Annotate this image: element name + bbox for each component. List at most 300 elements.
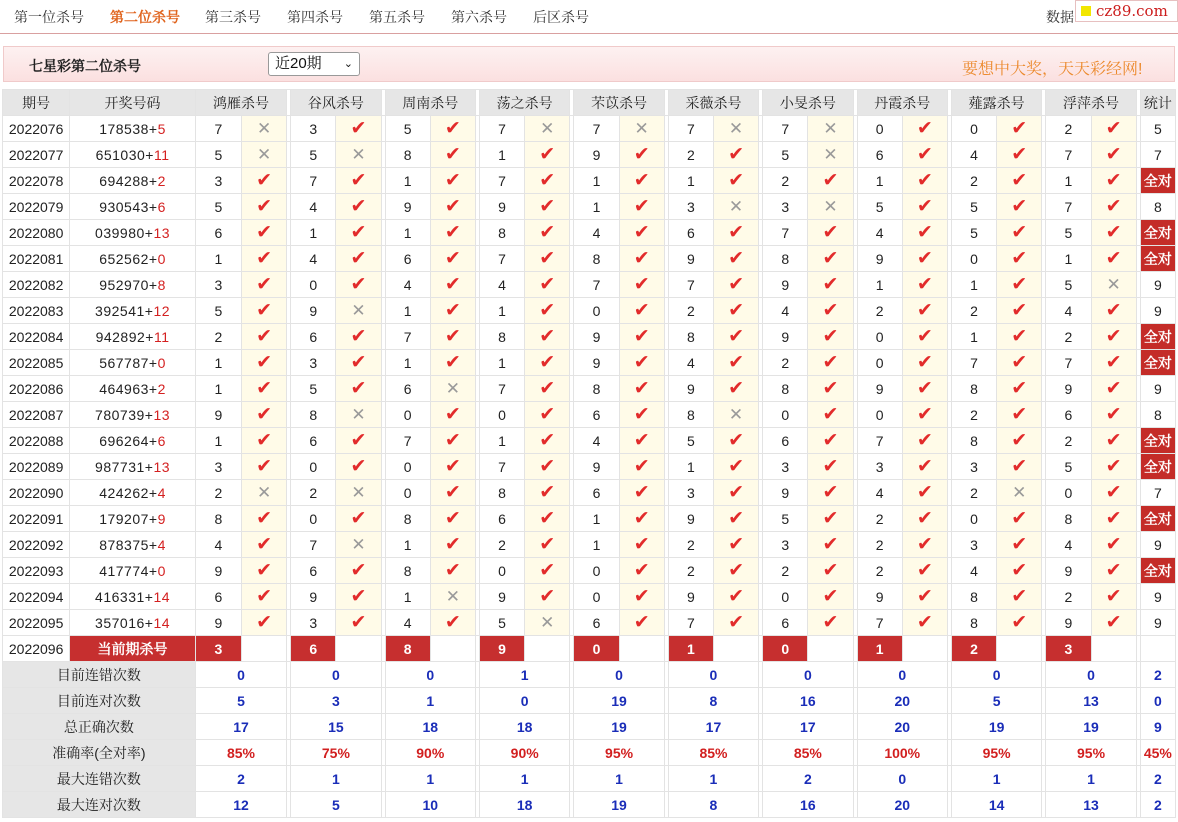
nav-tab-3[interactable]: 第三杀号	[205, 9, 261, 25]
check-icon: ✔	[444, 429, 461, 451]
result-mark-cell	[997, 194, 1042, 220]
kill-value-cell: 0	[1046, 480, 1091, 506]
current-empty-cell	[997, 636, 1042, 662]
kill-value-cell: 0	[291, 272, 336, 298]
kill-value-cell: 2	[668, 532, 713, 558]
check-icon: ✔	[350, 273, 367, 295]
kill-value-cell: 8	[951, 610, 996, 636]
result-mark-cell	[808, 376, 853, 402]
period-cell: 2022082	[3, 272, 70, 298]
result-mark-cell	[336, 480, 381, 506]
check-icon: ✔	[633, 429, 650, 451]
kill-value-cell: 0	[385, 454, 430, 480]
result-mark-cell	[902, 220, 947, 246]
result-mark-cell	[336, 376, 381, 402]
stats-value: 17	[195, 714, 286, 740]
kill-value-cell: 6	[668, 220, 713, 246]
stat-cell: 全对	[1140, 558, 1175, 584]
stat-cell: 8	[1140, 402, 1175, 428]
check-icon: ✔	[1105, 143, 1122, 165]
result-mark-cell	[997, 298, 1042, 324]
current-row	[3, 636, 1176, 662]
check-icon: ✔	[822, 559, 839, 581]
stats-value: 0	[668, 662, 758, 688]
check-icon: ✔	[1105, 377, 1122, 399]
result-mark-cell	[525, 584, 570, 610]
check-icon: ✔	[444, 559, 461, 581]
stats-value: 85%	[195, 740, 286, 766]
kill-value-cell: 7	[195, 116, 241, 142]
kill-value-cell: 0	[385, 402, 430, 428]
kill-value-cell: 1	[1046, 168, 1091, 194]
kill-value-cell: 5	[763, 142, 808, 168]
draw-number-cell	[70, 506, 196, 532]
table-row	[3, 376, 1176, 402]
result-mark-cell	[619, 584, 664, 610]
cross-icon: ✕	[351, 482, 366, 502]
check-icon: ✔	[256, 559, 273, 581]
check-icon: ✔	[633, 481, 650, 503]
result-mark-cell	[808, 350, 853, 376]
result-mark-cell	[525, 324, 570, 350]
slogan[interactable]: 要想中大奖，天天彩经网!	[962, 61, 1143, 78]
table-row	[3, 480, 1176, 506]
check-icon: ✔	[916, 117, 933, 139]
check-icon: ✔	[539, 429, 556, 451]
period-select[interactable]	[268, 52, 360, 76]
kill-value-cell: 0	[291, 454, 336, 480]
result-mark-cell	[808, 272, 853, 298]
result-mark-cell	[808, 194, 853, 220]
kill-value-cell: 2	[1046, 584, 1091, 610]
kill-value-cell: 9	[574, 324, 619, 350]
kill-value-cell: 8	[479, 324, 524, 350]
check-icon: ✔	[350, 585, 367, 607]
stats-value: 1	[385, 688, 475, 714]
kill-value-cell: 1	[668, 168, 713, 194]
check-icon: ✔	[350, 611, 367, 633]
check-icon: ✔	[916, 169, 933, 191]
check-icon: ✔	[444, 143, 461, 165]
kill-value-cell: 6	[574, 610, 619, 636]
draw-number-cell	[70, 376, 196, 402]
kill-value-cell: 3	[668, 480, 713, 506]
result-mark-cell	[997, 324, 1042, 350]
stat-cell: 9	[1140, 298, 1175, 324]
stats-value: 85%	[763, 740, 853, 766]
cross-icon: ✕	[540, 612, 555, 632]
check-icon: ✔	[728, 221, 744, 243]
kill-value-cell: 7	[385, 324, 430, 350]
cross-icon: ✕	[256, 118, 272, 138]
stats-value: 75%	[291, 740, 381, 766]
result-mark-cell	[808, 220, 853, 246]
kill-value-cell: 1	[385, 350, 430, 376]
plus-sign: +	[144, 614, 154, 631]
check-icon: ✔	[1105, 507, 1122, 529]
stats-value: 90%	[479, 740, 569, 766]
cross-icon: ✕	[445, 586, 460, 606]
result-mark-cell	[1091, 298, 1136, 324]
stats-value: 0	[385, 662, 475, 688]
draw-digits: 417774	[99, 562, 149, 579]
check-icon: ✔	[539, 169, 556, 191]
result-mark-cell	[997, 272, 1042, 298]
kill-value-cell: 2	[857, 298, 902, 324]
nav-tab-6[interactable]: 第六杀号	[451, 9, 507, 25]
table-row	[3, 194, 1176, 220]
kill-value-cell: 7	[479, 116, 524, 142]
kill-value-cell: 4	[291, 246, 336, 272]
kill-value-cell: 9	[195, 610, 241, 636]
result-mark-cell	[713, 116, 758, 142]
result-mark-cell	[242, 558, 287, 584]
plus-sign: +	[148, 432, 158, 449]
period-cell: 2022092	[3, 532, 70, 558]
result-mark-cell	[242, 246, 287, 272]
result-mark-cell	[430, 428, 475, 454]
kill-value-cell: 6	[763, 610, 808, 636]
check-icon: ✔	[916, 273, 933, 295]
check-icon: ✔	[539, 273, 556, 295]
kill-value-cell: 1	[951, 324, 996, 350]
check-icon: ✔	[633, 325, 650, 347]
result-mark-cell	[1091, 480, 1136, 506]
kill-value-cell: 8	[385, 506, 430, 532]
stat-cell: 全对	[1140, 324, 1175, 350]
nav-tab-4[interactable]: 第四杀号	[287, 9, 343, 25]
check-icon: ✔	[633, 273, 650, 295]
result-mark-cell	[713, 402, 758, 428]
kill-value-cell: 2	[763, 350, 808, 376]
result-mark-cell	[808, 506, 853, 532]
current-empty-cell	[430, 636, 475, 662]
kill-value-cell: 6	[857, 142, 902, 168]
result-mark-cell	[902, 168, 947, 194]
stats-label: 最大连错次数	[3, 766, 196, 792]
result-mark-cell	[430, 220, 475, 246]
kill-value-cell: 1	[195, 350, 241, 376]
check-icon: ✔	[822, 351, 839, 373]
kill-value-cell: 0	[951, 506, 996, 532]
check-icon: ✔	[1105, 559, 1122, 581]
check-icon: ✔	[256, 585, 273, 607]
check-icon: ✔	[728, 143, 744, 165]
kill-value-cell: 6	[291, 428, 336, 454]
stats-value: 13	[1046, 688, 1136, 714]
kill-value-cell: 5	[951, 194, 996, 220]
result-mark-cell	[619, 532, 664, 558]
kill-value-cell: 5	[195, 194, 241, 220]
header-expert: 采薇杀号	[668, 90, 758, 116]
nav-tab-1[interactable]: 第一位杀号	[14, 9, 84, 25]
nav-tab-2[interactable]: 第二位杀号	[110, 9, 180, 25]
result-mark-cell	[902, 506, 947, 532]
period-cell: 2022076	[3, 116, 70, 142]
kill-value-cell: 7	[1046, 194, 1091, 220]
kill-value-cell: 7	[385, 428, 430, 454]
kill-value-cell: 7	[763, 116, 808, 142]
cross-icon: ✕	[634, 118, 649, 138]
kill-value-cell: 9	[574, 454, 619, 480]
result-mark-cell	[430, 116, 475, 142]
result-mark-cell	[430, 246, 475, 272]
stats-value: 20	[857, 688, 947, 714]
check-icon: ✔	[256, 429, 273, 451]
kill-value-cell: 4	[857, 220, 902, 246]
bonus-number: 0	[157, 354, 166, 371]
stats-value: 1	[385, 766, 475, 792]
kill-value-cell: 8	[951, 584, 996, 610]
header-expert: 薤露杀号	[951, 90, 1041, 116]
result-mark-cell	[997, 168, 1042, 194]
kill-value-cell: 4	[1046, 532, 1091, 558]
stats-value: 19	[574, 688, 664, 714]
period-cell: 2022085	[3, 350, 70, 376]
check-icon: ✔	[444, 403, 461, 425]
kill-value-cell: 8	[479, 480, 524, 506]
result-mark-cell	[525, 610, 570, 636]
current-kill-cell: 0	[763, 636, 808, 662]
kill-value-cell: 3	[763, 532, 808, 558]
result-mark-cell	[713, 428, 758, 454]
check-icon: ✔	[350, 351, 367, 373]
result-mark-cell	[242, 584, 287, 610]
result-mark-cell	[430, 350, 475, 376]
check-icon: ✔	[350, 325, 367, 347]
kill-value-cell: 3	[291, 610, 336, 636]
kill-value-cell: 9	[574, 350, 619, 376]
check-icon: ✔	[728, 585, 744, 607]
stats-row	[3, 688, 1176, 714]
kill-value-cell: 1	[574, 506, 619, 532]
kill-value-cell: 9	[763, 272, 808, 298]
cross-icon: ✕	[728, 196, 744, 216]
draw-digits: 651030	[95, 146, 146, 163]
draw-digits: 652562	[99, 250, 149, 267]
current-empty-cell	[808, 636, 853, 662]
kill-value-cell: 6	[195, 584, 241, 610]
table-row	[3, 454, 1176, 480]
kill-value-cell: 9	[668, 584, 713, 610]
kill-value-cell: 2	[857, 532, 902, 558]
kill-value-cell: 1	[385, 532, 430, 558]
period-select-value: 近20期	[275, 55, 322, 72]
check-icon: ✔	[350, 195, 367, 217]
kill-value-cell: 5	[291, 142, 336, 168]
result-mark-cell	[997, 116, 1042, 142]
stats-label: 总正确次数	[3, 714, 196, 740]
result-mark-cell	[430, 298, 475, 324]
check-icon: ✔	[350, 455, 367, 477]
check-icon: ✔	[822, 481, 839, 503]
result-mark-cell	[1091, 194, 1136, 220]
kill-value-cell: 1	[574, 168, 619, 194]
kill-value-cell: 5	[668, 428, 713, 454]
result-mark-cell	[713, 376, 758, 402]
stats-value: 95%	[1046, 740, 1136, 766]
period-cell: 2022093	[3, 558, 70, 584]
result-mark-cell	[619, 194, 664, 220]
check-icon: ✔	[1011, 533, 1028, 555]
check-icon: ✔	[728, 351, 744, 373]
plus-sign: +	[148, 198, 158, 215]
check-icon: ✔	[1011, 403, 1028, 425]
stats-value: 5	[291, 792, 381, 818]
result-mark-cell	[242, 350, 287, 376]
result-mark-cell	[713, 506, 758, 532]
result-mark-cell	[336, 558, 381, 584]
result-mark-cell	[997, 246, 1042, 272]
result-mark-cell	[525, 194, 570, 220]
kill-value-cell: 0	[951, 116, 996, 142]
current-stat-empty	[1140, 636, 1175, 662]
kill-value-cell: 8	[763, 376, 808, 402]
result-mark-cell	[902, 116, 947, 142]
stats-value: 18	[479, 714, 569, 740]
plus-sign: +	[148, 536, 158, 553]
kill-value-cell: 3	[763, 194, 808, 220]
check-icon: ✔	[539, 351, 556, 373]
check-icon: ✔	[728, 273, 744, 295]
result-mark-cell	[808, 610, 853, 636]
result-mark-cell	[808, 402, 853, 428]
plus-sign: +	[144, 406, 154, 423]
bonus-number: 9	[157, 510, 166, 527]
check-icon: ✔	[1105, 533, 1122, 555]
result-mark-cell	[242, 454, 287, 480]
kill-value-cell: 4	[385, 610, 430, 636]
period-cell: 2022086	[3, 376, 70, 402]
kill-value-cell: 4	[951, 558, 996, 584]
check-icon: ✔	[728, 429, 744, 451]
cross-icon: ✕	[540, 118, 555, 138]
table-row	[3, 584, 1176, 610]
result-mark-cell	[336, 142, 381, 168]
kill-value-cell: 1	[479, 298, 524, 324]
result-mark-cell	[1091, 454, 1136, 480]
check-icon: ✔	[822, 299, 839, 321]
check-icon: ✔	[256, 247, 273, 269]
result-mark-cell	[808, 298, 853, 324]
result-mark-cell	[430, 610, 475, 636]
kill-value-cell: 0	[574, 584, 619, 610]
check-icon: ✔	[350, 507, 367, 529]
result-mark-cell	[997, 142, 1042, 168]
stats-value: 0	[951, 662, 1041, 688]
check-icon: ✔	[256, 325, 273, 347]
kill-value-cell: 2	[763, 558, 808, 584]
kill-value-cell: 6	[291, 558, 336, 584]
check-icon: ✔	[728, 455, 744, 477]
result-mark-cell	[1091, 610, 1136, 636]
result-mark-cell	[808, 168, 853, 194]
check-icon: ✔	[350, 559, 367, 581]
result-mark-cell	[997, 506, 1042, 532]
site-logo[interactable]	[1075, 0, 1178, 22]
draw-digits: 942892	[95, 328, 146, 345]
stats-total: 0	[1140, 688, 1175, 714]
check-icon: ✔	[728, 559, 744, 581]
check-icon: ✔	[444, 221, 461, 243]
result-mark-cell	[808, 558, 853, 584]
kill-value-cell: 8	[668, 402, 713, 428]
kill-value-cell: 2	[195, 324, 241, 350]
current-empty-cell	[902, 636, 947, 662]
result-mark-cell	[242, 194, 287, 220]
result-mark-cell	[1091, 584, 1136, 610]
cross-icon: ✕	[728, 118, 744, 138]
check-icon: ✔	[822, 585, 839, 607]
kill-value-cell: 2	[857, 558, 902, 584]
kill-value-cell: 4	[291, 194, 336, 220]
bonus-number: 6	[157, 432, 166, 449]
result-mark-cell	[525, 246, 570, 272]
current-kill-cell: 3	[1046, 636, 1091, 662]
title-bar	[3, 46, 1175, 82]
stats-value: 20	[857, 792, 947, 818]
kill-value-cell: 7	[574, 272, 619, 298]
stats-value: 1	[1046, 766, 1136, 792]
check-icon: ✔	[256, 299, 273, 321]
result-mark-cell	[619, 142, 664, 168]
result-mark-cell	[713, 480, 758, 506]
check-icon: ✔	[822, 403, 839, 425]
stats-value: 0	[857, 662, 947, 688]
check-icon: ✔	[1011, 169, 1028, 191]
kill-value-cell: 5	[951, 220, 996, 246]
nav-tab-7[interactable]: 后区杀号	[533, 9, 589, 25]
period-cell: 2022095	[3, 610, 70, 636]
result-mark-cell	[430, 168, 475, 194]
stat-cell: 全对	[1140, 350, 1175, 376]
result-mark-cell	[525, 532, 570, 558]
check-icon: ✔	[444, 195, 461, 217]
check-icon: ✔	[633, 221, 650, 243]
check-icon: ✔	[444, 299, 461, 321]
period-cell: 2022078	[3, 168, 70, 194]
stats-label: 目前连错次数	[3, 662, 196, 688]
check-icon: ✔	[539, 143, 556, 165]
kill-value-cell: 7	[479, 168, 524, 194]
check-icon: ✔	[1011, 585, 1028, 607]
result-mark-cell	[902, 610, 947, 636]
kill-value-cell: 5	[479, 610, 524, 636]
result-mark-cell	[336, 298, 381, 324]
draw-number-cell	[70, 350, 196, 376]
kill-value-cell: 8	[951, 376, 996, 402]
stat-cell: 7	[1140, 480, 1175, 506]
cross-icon: ✕	[351, 300, 366, 320]
data-label[interactable]: 数据	[1046, 9, 1074, 25]
result-mark-cell	[713, 220, 758, 246]
check-icon: ✔	[1011, 559, 1028, 581]
result-mark-cell	[808, 480, 853, 506]
check-icon: ✔	[1011, 117, 1028, 139]
result-mark-cell	[1091, 558, 1136, 584]
nav-tab-5[interactable]: 第五杀号	[369, 9, 425, 25]
bonus-number: 14	[153, 614, 171, 631]
result-mark-cell	[525, 506, 570, 532]
check-icon: ✔	[350, 247, 367, 269]
check-icon: ✔	[539, 377, 556, 399]
top-nav	[0, 0, 1178, 34]
kill-value-cell: 9	[479, 194, 524, 220]
stats-total: 2	[1140, 792, 1175, 818]
period-cell: 2022087	[3, 402, 70, 428]
kill-value-cell: 5	[385, 116, 430, 142]
stats-value: 3	[291, 688, 381, 714]
